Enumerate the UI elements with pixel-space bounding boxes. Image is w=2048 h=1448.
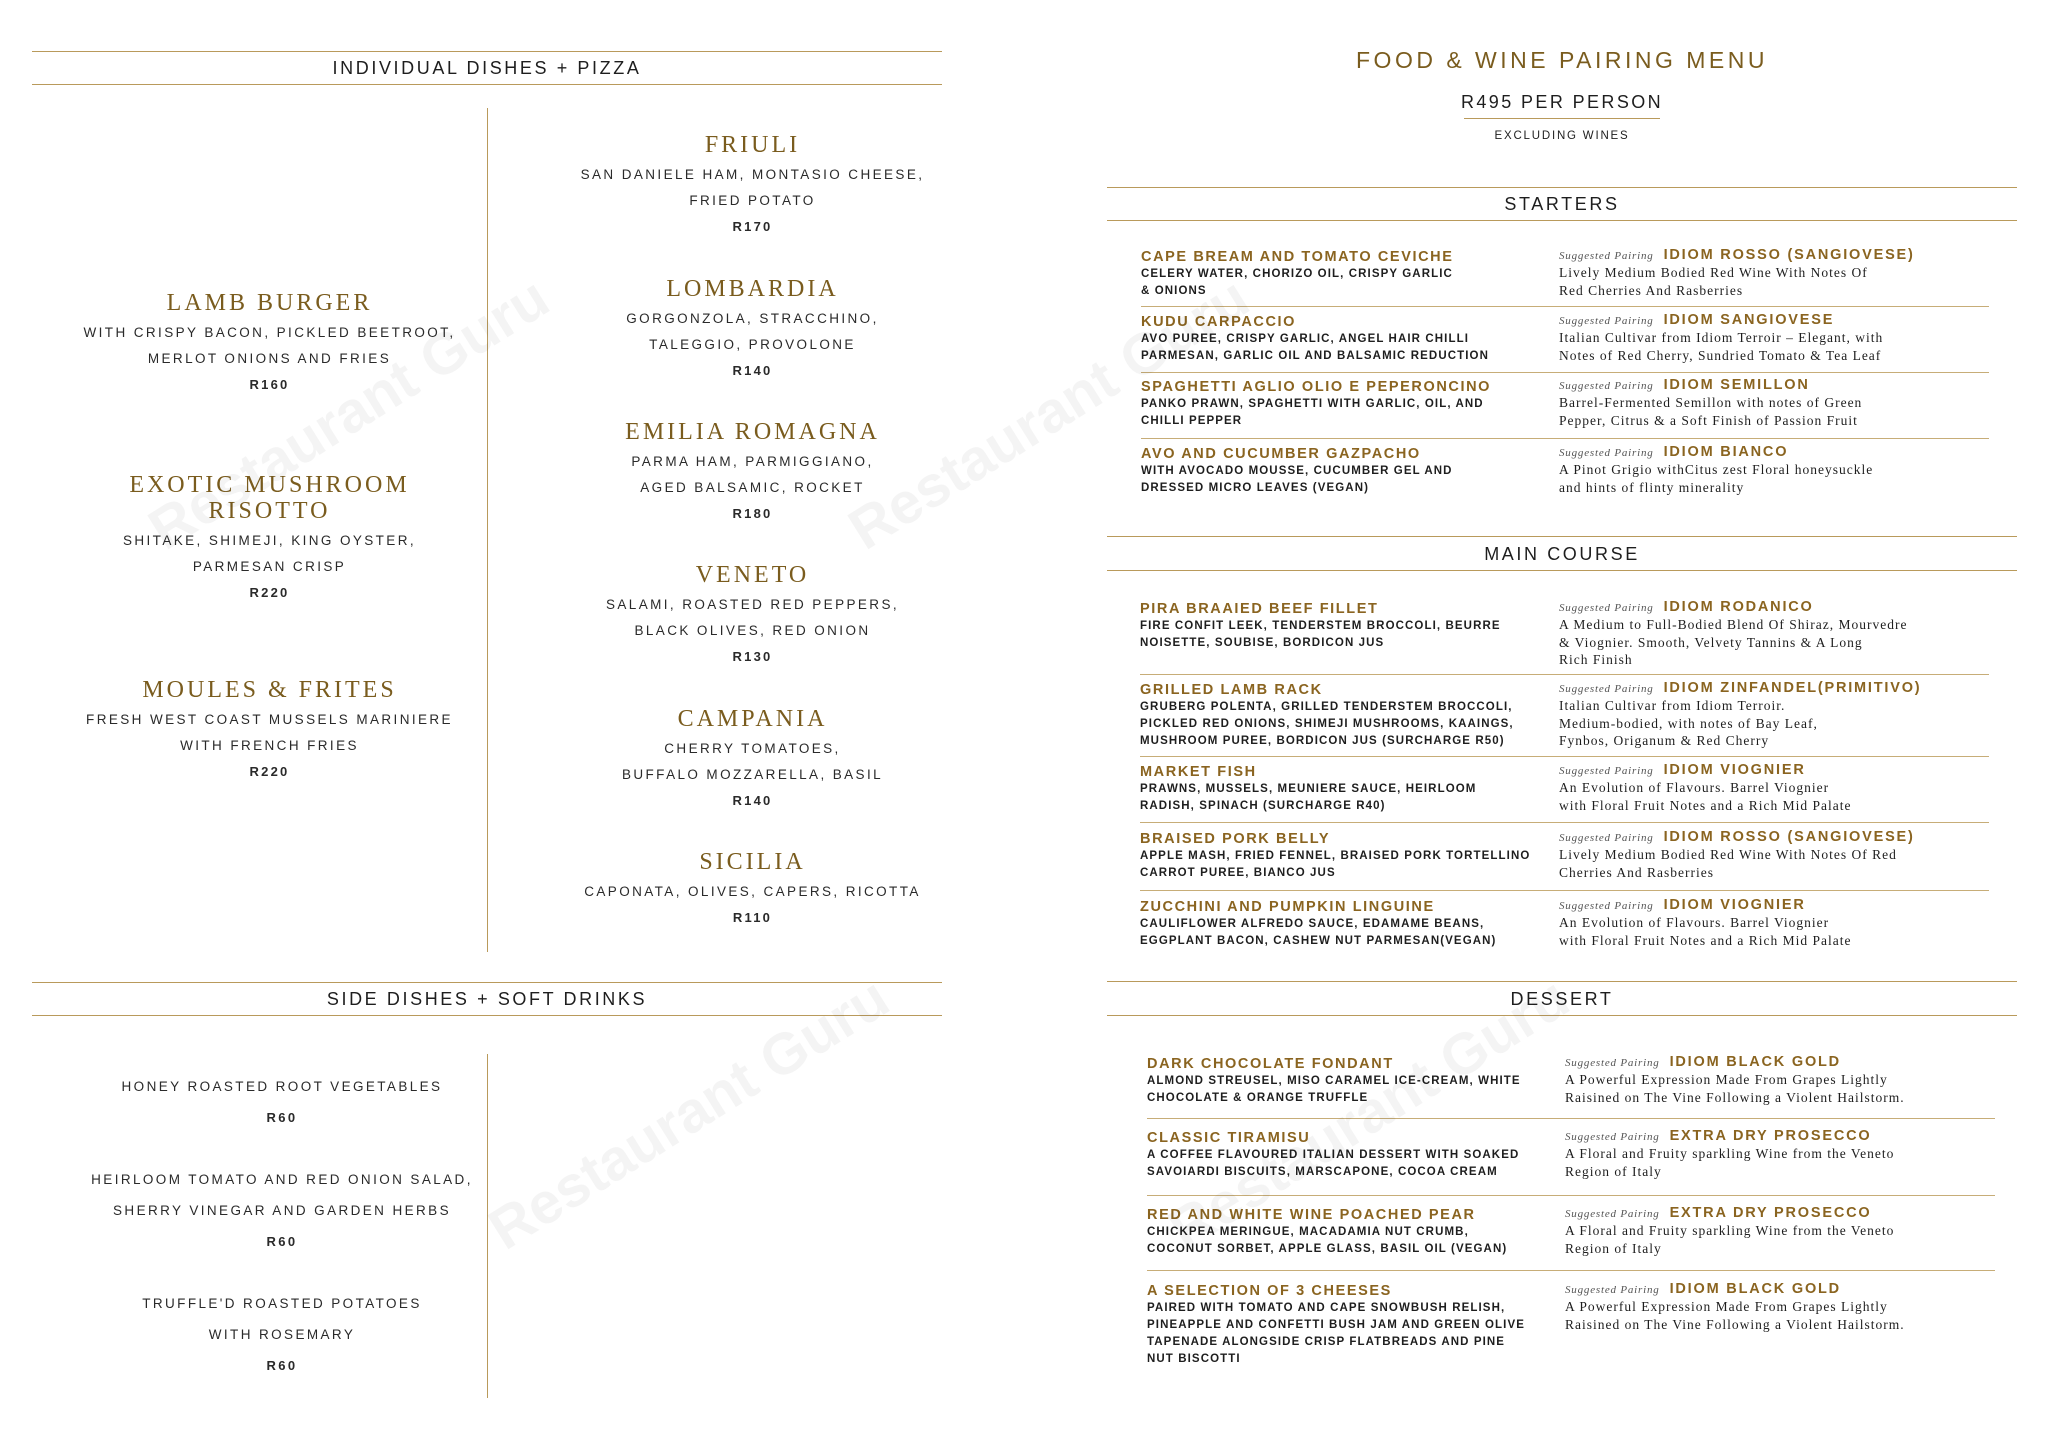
course-description-line: PARMESAN, GARLIC OIL AND BALSAMIC REDUCTION (1141, 350, 1490, 362)
pairing-header (1559, 311, 1999, 329)
section-title-main: MAIN COURSE (1484, 544, 1640, 564)
course-name: BRAISED PORK BELLY (1140, 831, 1331, 847)
pizza-description (510, 592, 995, 644)
course-name: KUDU CARPACCIO (1141, 314, 1297, 330)
pairing-note-line: Pepper, Citrus & a Soft Finish of Passion Fruit (1559, 412, 1858, 428)
pairing-note-line: Italian Cultivar from Idiom Terroir – Elegant, with (1559, 330, 1884, 345)
pizza-item (510, 562, 995, 670)
pizza-description-line: AGED BALSAMIC, ROCKET (640, 480, 865, 495)
pizza-description (510, 879, 995, 905)
menu-price: R495 PER PERSON (1460, 92, 1664, 112)
pizza-name: CAMPANIA (677, 706, 828, 732)
wine-pairing (1565, 1053, 2005, 1106)
pizza-description (510, 736, 995, 788)
course-name: MARKET FISH (1140, 764, 1257, 780)
pizza-item (510, 849, 995, 931)
rule-above-main (1107, 536, 2017, 537)
side-dish-item (32, 1071, 532, 1133)
pairing-note-line: An Evolution of Flavours. Barrel Viognier (1559, 915, 1830, 930)
pairing-wine: IDIOM SANGIOVESE (1663, 312, 1835, 328)
pairing-label: Suggested Pairing (1565, 1208, 1660, 1220)
course-description-line: PINEAPPLE AND CONFETTI BUSH JAM AND GREEN OLIVE (1147, 1319, 1525, 1331)
pizza-name: SICILIA (699, 849, 806, 875)
wine-pairing (1559, 896, 1999, 949)
pairing-label: Suggested Pairing (1559, 380, 1654, 392)
pizza-price: R140 (732, 793, 773, 808)
dish-description (32, 528, 507, 580)
course-description-line: SAVOIARDI BISCUITS, MARSCAPONE, COCOA CREAM (1147, 1166, 1498, 1178)
dish-item (32, 290, 507, 398)
pairing-wine: IDIOM BLACK GOLD (1669, 1054, 1841, 1070)
pairing-note-line: Notes of Red Cherry, Sundried Tomato & Tea Leaf (1559, 347, 1882, 363)
side-dish-price: R60 (266, 1110, 298, 1125)
pizza-price: R180 (732, 506, 773, 521)
side-dish-price: R60 (266, 1234, 298, 1249)
course-description-line: DRESSED MICRO LEAVES (VEGAN) (1141, 482, 1370, 494)
pizza-price: R170 (732, 219, 773, 234)
row-divider (1140, 674, 1989, 675)
wine-pairing (1559, 246, 1999, 299)
course-item (1140, 898, 1540, 950)
course-description-line: FIRE CONFIT LEEK, TENDERSTEM BROCCOLI, BEURRE (1140, 620, 1501, 632)
pizza-item (510, 706, 995, 814)
pairing-header (1565, 1127, 2005, 1145)
course-item (1140, 830, 1540, 882)
section-title-sides: SIDE DISHES + SOFT DRINKS (326, 989, 648, 1009)
course-item (1147, 1055, 1547, 1107)
pizza-description (510, 449, 995, 501)
dish-description-line: PARMESAN CRISP (192, 559, 347, 574)
pairing-label: Suggested Pairing (1559, 315, 1654, 327)
pairing-wine: IDIOM ZINFANDEL(PRIMITIVO) (1663, 680, 1922, 696)
dish-name-line2: RISOTTO (208, 498, 331, 524)
pairing-note-line: A Floral and Fruity sparkling Wine from the Veneto (1565, 1223, 1895, 1238)
pairing-header (1565, 1053, 2005, 1071)
course-description-line: NOISETTE, SOUBISE, BORDICON JUS (1140, 637, 1385, 649)
course-name: GRILLED LAMB RACK (1140, 682, 1323, 698)
dish-description (32, 707, 507, 759)
row-divider (1140, 822, 1989, 823)
course-description-line: PAIRED WITH TOMATO AND CAPE SNOWBUSH RELISH, (1147, 1302, 1506, 1314)
course-description-line: PANKO PRAWN, SPAGHETTI WITH GARLIC, OIL, AND (1141, 398, 1484, 410)
dish-name: LAMB BURGER (166, 290, 373, 316)
pairing-header (1559, 443, 1999, 461)
pairing-header (1559, 598, 1999, 616)
pairing-note-line: Lively Medium Bodied Red Wine With Notes Of Red (1559, 847, 1897, 862)
rule-above-dessert (1107, 981, 2017, 982)
row-divider (1147, 1270, 1995, 1271)
dish-name: MOULES & FRITES (142, 677, 397, 703)
pairing-label: Suggested Pairing (1559, 900, 1654, 912)
course-name: CAPE BREAM AND TOMATO CEVICHE (1141, 249, 1454, 265)
dish-price: R220 (249, 585, 290, 600)
rule-under-main (1107, 570, 2017, 571)
row-divider (1147, 1195, 1995, 1196)
course-item (1147, 1206, 1547, 1258)
side-dish-line: WITH ROSEMARY (208, 1327, 356, 1342)
pairing-note-line: Cherries And Rasberries (1559, 864, 1714, 880)
pairing-wine: IDIOM VIOGNIER (1663, 762, 1806, 778)
row-divider (1140, 756, 1989, 757)
pairing-note-line: A Medium to Full-Bodied Blend Of Shiraz, Mourvedre (1559, 617, 1908, 632)
section-title-individual: INDIVIDUAL DISHES + PIZZA (332, 58, 642, 78)
pizza-name: EMILIA ROMAGNA (625, 419, 880, 445)
course-name: PIRA BRAAIED BEEF FILLET (1140, 601, 1379, 617)
pizza-description-line: BUFFALO MOZZARELLA, BASIL (621, 767, 884, 782)
course-item (1141, 313, 1541, 365)
pizza-item (510, 419, 995, 527)
course-description-line: CARROT PUREE, BIANCO JUS (1140, 867, 1336, 879)
rule-under-sides (32, 1015, 942, 1016)
dish-price: R160 (249, 377, 290, 392)
course-description-line: CAULIFLOWER ALFREDO SAUCE, EDAMAME BEANS, (1140, 918, 1485, 930)
pairing-note-line: Fynbos, Origanum & Red Cherry (1559, 733, 1770, 748)
pairing-wine: EXTRA DRY PROSECCO (1669, 1205, 1872, 1221)
pairing-label: Suggested Pairing (1559, 602, 1654, 614)
course-description-line: CELERY WATER, CHORIZO OIL, CRISPY GARLIC (1141, 268, 1453, 280)
excluding-wines: EXCLUDING WINES (1494, 130, 1630, 142)
course-description-line: NUT BISCOTTI (1147, 1353, 1241, 1365)
course-description-line: COCONUT SORBET, APPLE GLASS, BASIL OIL (VEGAN) (1147, 1243, 1508, 1255)
pairing-note-line: A Floral and Fruity sparkling Wine from the Veneto (1565, 1146, 1895, 1161)
rule-under-individual (32, 84, 942, 85)
course-description-line: PRAWNS, MUSSELS, MEUNIERE SAUCE, HEIRLOOM (1140, 783, 1477, 795)
pizza-price: R110 (732, 910, 773, 925)
pairing-note-line: with Floral Fruit Notes and a Rich Mid Palate (1559, 797, 1852, 813)
pizza-description-line: TALEGGIO, PROVOLONE (649, 337, 856, 352)
section-title-starters: STARTERS (1504, 194, 1620, 214)
pairing-header (1565, 1280, 2005, 1298)
pizza-description (510, 306, 995, 358)
course-item (1147, 1129, 1547, 1181)
menu-title: FOOD & WINE PAIRING MENU (1356, 47, 1768, 73)
course-description-line: & ONIONS (1141, 285, 1207, 297)
pairing-wine: IDIOM ROSSO (SANGIOVESE) (1663, 829, 1915, 845)
course-item (1140, 600, 1540, 652)
dish-name: EXOTIC MUSHROOM (129, 472, 410, 498)
dish-description-line: MERLOT ONIONS AND FRIES (147, 351, 392, 366)
course-description-line: EGGPLANT BACON, CASHEW NUT PARMESAN(VEGAN) (1140, 935, 1497, 947)
course-description-line: GRUBERG POLENTA, GRILLED TENDERSTEM BROCCOLI, (1140, 701, 1513, 713)
pizza-description-line: FRIED POTATO (689, 193, 816, 208)
pairing-note-line: Region of Italy (1565, 1240, 1662, 1256)
pizza-description-line: CHERRY TOMATOES, (664, 741, 841, 756)
pairing-label: Suggested Pairing (1565, 1131, 1660, 1143)
pairing-header (1559, 896, 1999, 914)
course-name: SPAGHETTI AGLIO OLIO E PEPERONCINO (1141, 379, 1492, 395)
wine-pairing (1565, 1280, 2005, 1333)
dish-description-line: WITH FRENCH FRIES (180, 738, 359, 753)
pairing-label: Suggested Pairing (1559, 250, 1654, 262)
pizza-description (510, 162, 995, 214)
dish-description-line: WITH CRISPY BACON, PICKLED BEETROOT, (83, 325, 456, 340)
dish-description-line: FRESH WEST COAST MUSSELS MARINIERE (86, 712, 453, 727)
pairing-note-line: Italian Cultivar from Idiom Terroir. (1559, 698, 1786, 713)
side-dish-line: TRUFFLE'D ROASTED POTATOES (142, 1296, 422, 1311)
pairing-header (1559, 376, 1999, 394)
wine-pairing (1559, 598, 1999, 669)
pizza-item (510, 276, 995, 384)
pairing-label: Suggested Pairing (1559, 832, 1654, 844)
rule-above-sides (32, 982, 942, 983)
course-description-line: MUSHROOM PUREE, BORDICON JUS (SURCHARGE R50) (1140, 735, 1505, 747)
pairing-label: Suggested Pairing (1559, 683, 1654, 695)
pairing-header (1565, 1204, 2005, 1222)
pairing-note-line: Raisined on The Vine Following a Violent Hailstorm. (1565, 1089, 1905, 1105)
course-description-line: ALMOND STREUSEL, MISO CARAMEL ICE-CREAM, WHITE (1147, 1075, 1521, 1087)
pairing-note-line: Red Cherries And Rasberries (1559, 282, 1744, 298)
dish-description (32, 320, 507, 372)
pizza-price: R130 (732, 649, 773, 664)
wine-pairing (1559, 376, 1999, 429)
pairing-note-line: Rich Finish (1559, 652, 1633, 667)
course-description-line: A COFFEE FLAVOURED ITALIAN DESSERT WITH SOAKED (1147, 1149, 1520, 1161)
pairing-note-line: An Evolution of Flavours. Barrel Viognier (1559, 780, 1830, 795)
pairing-header (1559, 679, 1999, 697)
pairing-note-line: Lively Medium Bodied Red Wine With Notes Of (1559, 265, 1868, 280)
side-dish-price: R60 (266, 1358, 298, 1373)
dish-price: R220 (249, 764, 290, 779)
pizza-name: VENETO (695, 562, 810, 588)
wine-pairing (1565, 1127, 2005, 1180)
course-name: AVO AND CUCUMBER GAZPACHO (1141, 446, 1421, 462)
row-divider (1140, 890, 1989, 891)
row-divider (1141, 372, 1989, 373)
course-item (1140, 763, 1540, 815)
course-item (1140, 681, 1540, 750)
pizza-description-line: SAN DANIELE HAM, MONTASIO CHEESE, (580, 167, 925, 182)
course-description-line: RADISH, SPINACH (SURCHARGE R40) (1140, 800, 1386, 812)
side-dish-item (32, 1288, 532, 1381)
row-divider (1141, 438, 1989, 439)
pizza-name: LOMBARDIA (666, 276, 839, 302)
course-description-line: PICKLED RED ONIONS, SHIMEJI MUSHROOMS, KAAINGS, (1140, 718, 1514, 730)
pairing-note-line: Region of Italy (1565, 1163, 1662, 1179)
rule-above-starters (1107, 187, 2017, 188)
pizza-price: R140 (732, 363, 773, 378)
pairing-note-line: Barrel-Fermented Semillon with notes of Green (1559, 395, 1863, 410)
pizza-item (510, 132, 995, 240)
pairing-label: Suggested Pairing (1565, 1057, 1660, 1069)
top-rule-left (32, 51, 942, 52)
course-description-line: CHILLI PEPPER (1141, 415, 1243, 427)
pairing-header (1559, 761, 1999, 779)
row-divider (1147, 1118, 1995, 1119)
course-item (1141, 378, 1541, 430)
pairing-label: Suggested Pairing (1559, 765, 1654, 777)
course-item (1141, 445, 1541, 497)
pairing-note-line: A Powerful Expression Made From Grapes Lightly (1565, 1299, 1888, 1314)
course-description-line: TAPENADE ALONGSIDE CRISP FLATBREADS AND PINE (1147, 1336, 1506, 1348)
pairing-note-line: Medium-bodied, with notes of Bay Leaf, (1559, 715, 1818, 731)
dish-item (32, 677, 507, 785)
pizza-name: FRIULI (704, 132, 801, 158)
dish-item (32, 472, 507, 606)
wine-pairing (1559, 828, 1999, 881)
wine-pairing (1559, 679, 1999, 750)
course-description-line: APPLE MASH, FRIED FENNEL, BRAISED PORK TORTELLINO (1140, 850, 1531, 862)
pairing-header (1559, 828, 1999, 846)
pairing-note-line: A Pinot Grigio withCitus zest Floral honeysuckle (1559, 462, 1874, 477)
pairing-wine: IDIOM SEMILLON (1663, 377, 1810, 393)
course-name: A SELECTION OF 3 CHEESES (1147, 1283, 1392, 1299)
pairing-label: Suggested Pairing (1565, 1284, 1660, 1296)
wine-pairing (1559, 761, 1999, 814)
pairing-wine: EXTRA DRY PROSECCO (1669, 1128, 1872, 1144)
side-dish-line: SHERRY VINEGAR AND GARDEN HERBS (113, 1203, 451, 1218)
side-dish-line: HONEY ROASTED ROOT VEGETABLES (121, 1079, 443, 1094)
row-divider (1141, 306, 1989, 307)
pairing-label: Suggested Pairing (1559, 447, 1654, 459)
course-description-line: WITH AVOCADO MOUSSE, CUCUMBER GEL AND (1141, 465, 1453, 477)
course-name: ZUCCHINI AND PUMPKIN LINGUINE (1140, 899, 1435, 915)
pairing-wine: IDIOM BLACK GOLD (1669, 1281, 1841, 1297)
wine-pairing (1565, 1204, 2005, 1257)
dish-description-line: SHITAKE, SHIMEJI, KING OYSTER, (122, 533, 417, 548)
section-title-dessert: DESSERT (1510, 989, 1614, 1009)
pairing-wine: IDIOM ROSSO (SANGIOVESE) (1663, 247, 1915, 263)
side-dish-item (32, 1164, 532, 1257)
pizza-description-line: CAPONATA, OLIVES, CAPERS, RICOTTA (584, 884, 921, 899)
rule-under-dessert (1107, 1015, 2017, 1016)
pairing-wine: IDIOM RODANICO (1663, 599, 1814, 615)
course-description-line: AVO PUREE, CRISPY GARLIC, ANGEL HAIR CHILLI (1141, 333, 1470, 345)
pairing-note-line: with Floral Fruit Notes and a Rich Mid Palate (1559, 932, 1852, 948)
pizza-description-line: PARMA HAM, PARMIGGIANO, (631, 454, 874, 469)
pairing-note-line: Raisined on The Vine Following a Violent Hailstorm. (1565, 1316, 1905, 1332)
course-description-line: CHICKPEA MERINGUE, MACADAMIA NUT CRUMB, (1147, 1226, 1469, 1238)
price-underline (1464, 118, 1660, 119)
course-description-line: CHOCOLATE & ORANGE TRUFFLE (1147, 1092, 1369, 1104)
course-name: RED AND WHITE WINE POACHED PEAR (1147, 1207, 1476, 1223)
pizza-description-line: SALAMI, ROASTED RED PEPPERS, (605, 597, 899, 612)
pairing-note-line: & Viognier. Smooth, Velvety Tannins & A Long (1559, 634, 1863, 650)
course-name: CLASSIC TIRAMISU (1147, 1130, 1311, 1146)
pairing-note-line: A Powerful Expression Made From Grapes Lightly (1565, 1072, 1888, 1087)
pairing-wine: IDIOM VIOGNIER (1663, 897, 1806, 913)
pizza-description-line: GORGONZOLA, STRACCHINO, (626, 311, 879, 326)
rule-under-starters (1107, 220, 2017, 221)
course-item (1147, 1282, 1547, 1368)
course-name: DARK CHOCOLATE FONDANT (1147, 1056, 1394, 1072)
pairing-note-line: and hints of flinty minerality (1559, 479, 1745, 495)
pairing-header (1559, 246, 1999, 264)
pairing-wine: IDIOM BIANCO (1663, 444, 1789, 460)
wine-pairing (1559, 443, 1999, 496)
course-item (1141, 248, 1541, 300)
side-dish-line: HEIRLOOM TOMATO AND RED ONION SALAD, (91, 1172, 473, 1187)
wine-pairing (1559, 311, 1999, 364)
pizza-description-line: BLACK OLIVES, RED ONION (634, 623, 871, 638)
